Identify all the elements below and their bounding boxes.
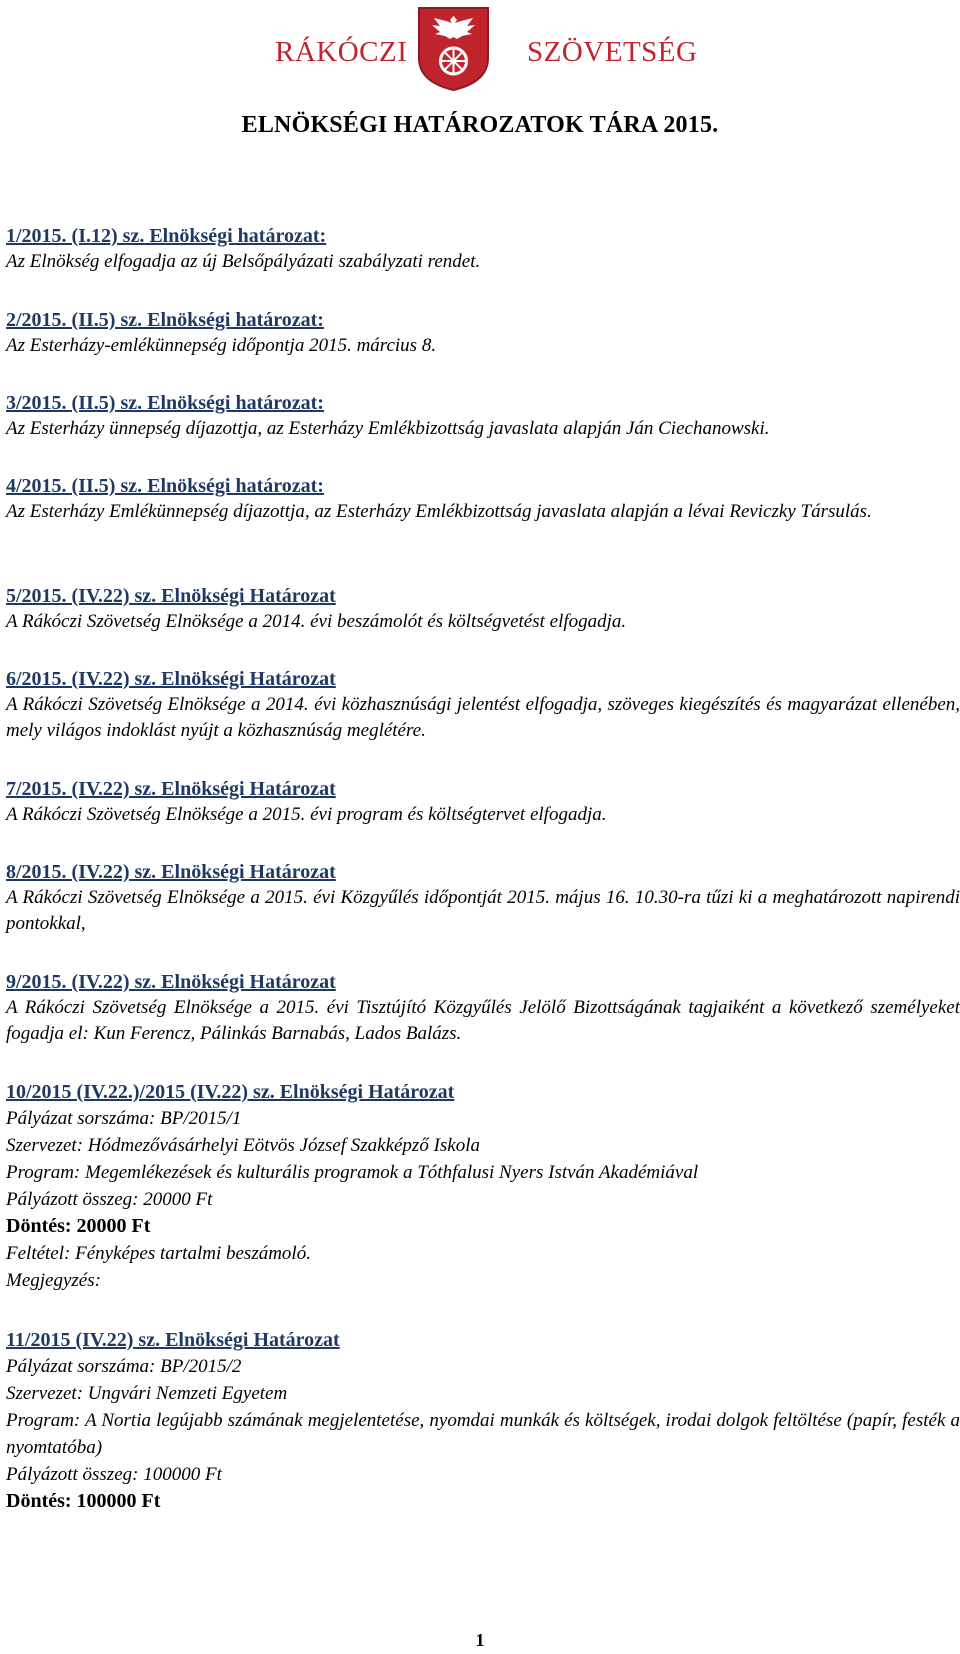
resolution-heading: 7/2015. (IV.22) sz. Elnökségi Határozat bbox=[6, 778, 336, 800]
resolution-heading: 5/2015. (IV.22) sz. Elnökségi Határozat bbox=[6, 585, 336, 607]
resolution-6 bbox=[6, 666, 960, 744]
resolution-text: Az Elnökség elfogadja az új Belsőpályázati szabályzati rendet. bbox=[6, 251, 481, 272]
resolution-text: Az Esterházy Emlékünnepség díjazottja, az Esterházy Emlékbizottság javaslata alapján a lévai Reviczky Társulás. bbox=[6, 501, 872, 522]
remark: Megjegyzés: bbox=[6, 1270, 101, 1291]
condition: Feltétel: Fényképes tartalmi beszámoló. bbox=[6, 1243, 311, 1264]
resolution-heading: 10/2015 (IV.22.)/2015 (IV.22) sz. Elnökségi Határozat bbox=[6, 1081, 455, 1103]
resolution-text: A Rákóczi Szövetség Elnöksége a 2014. évi beszámolót és költségvetést elfogadja. bbox=[6, 611, 627, 632]
logo bbox=[0, 6, 960, 92]
document-title: ELNÖKSÉGI HATÁROZATOK TÁRA 2015. bbox=[241, 112, 719, 138]
resolution-9 bbox=[6, 969, 960, 1047]
logo-text-left: RÁKÓCZI bbox=[275, 36, 408, 68]
application-number: Pályázat sorszáma: BP/2015/2 bbox=[6, 1356, 242, 1377]
resolution-heading: 3/2015. (II.5) sz. Elnökségi határozat: bbox=[6, 392, 324, 414]
decision: Döntés: 100000 Ft bbox=[6, 1490, 161, 1512]
resolution-heading: 1/2015. (I.12) sz. Elnökségi határozat: bbox=[6, 225, 327, 247]
resolution-heading: 11/2015 (IV.22) sz. Elnökségi Határozat bbox=[6, 1329, 340, 1351]
resolution-text: Az Esterházy-emlékünnepség időpontja 2015. március 8. bbox=[6, 335, 437, 356]
program: Program: A Nortia legújabb számának megjelentetése, nyomdai munkák és költségek, irodai dolgok feltöltése (papír, festék a nyomtatóba) bbox=[6, 1410, 960, 1458]
resolution-heading: 2/2015. (II.5) sz. Elnökségi határozat: bbox=[6, 309, 324, 331]
logo-text-right: SZÖVETSÉG bbox=[527, 36, 698, 68]
resolution-5 bbox=[6, 583, 960, 635]
resolution-3 bbox=[6, 390, 960, 442]
resolution-text: A Rákóczi Szövetség Elnöksége a 2015. évi Tisztújító Közgyűlés Jelölő Bizottságának tagjaiként a következő személyeket fogadja el: Kun Ferencz, Pálinkás Barnabás, Lados Balázs. bbox=[6, 997, 960, 1044]
resolution-7 bbox=[6, 776, 960, 828]
resolution-1 bbox=[6, 223, 960, 275]
resolution-8 bbox=[6, 859, 960, 937]
grant-resolution-10 bbox=[6, 1079, 960, 1294]
resolution-heading: 9/2015. (IV.22) sz. Elnökségi Határozat bbox=[6, 971, 336, 993]
page-number: 1 bbox=[475, 1630, 485, 1650]
resolution-heading: 6/2015. (IV.22) sz. Elnökségi Határozat bbox=[6, 668, 336, 690]
resolution-text: A Rákóczi Szövetség Elnöksége a 2014. évi közhasznúsági jelentést elfogadja, szöveges kiegészítés és magyarázat ellenében, mely világos indoklást nyújt a közhasznúság meglétére. bbox=[6, 694, 960, 741]
requested-amount: Pályázott összeg: 20000 Ft bbox=[6, 1189, 213, 1210]
application-number: Pályázat sorszáma: BP/2015/1 bbox=[6, 1108, 242, 1129]
grant-resolution-11 bbox=[6, 1327, 960, 1515]
resolution-text: Az Esterházy ünnepség díjazottja, az Esterházy Emlékbizottság javaslata alapján Ján Ciechanowski. bbox=[6, 418, 770, 439]
resolution-2 bbox=[6, 307, 960, 359]
program: Program: Megemlékezések és kulturális programok a Tóthfalusi Nyers István Akadémiával bbox=[6, 1162, 699, 1183]
resolution-text: A Rákóczi Szövetség Elnöksége a 2015. évi program és költségtervet elfogadja. bbox=[6, 804, 607, 825]
organization: Szervezet: Ungvári Nemzeti Egyetem bbox=[6, 1383, 288, 1404]
resolution-heading: 4/2015. (II.5) sz. Elnökségi határozat: bbox=[6, 475, 324, 497]
decision: Döntés: 20000 Ft bbox=[6, 1215, 151, 1237]
organization: Szervezet: Hódmezővásárhelyi Eötvös József Szakképző Iskola bbox=[6, 1135, 481, 1156]
crest-icon bbox=[417, 6, 490, 92]
resolution-text: A Rákóczi Szövetség Elnöksége a 2015. évi Közgyűlés időpontját 2015. május 16. 10.30-ra tűzi ki a meghatározott napirendi pontokkal, bbox=[6, 887, 960, 934]
resolution-heading: 8/2015. (IV.22) sz. Elnökségi Határozat bbox=[6, 861, 336, 883]
requested-amount: Pályázott összeg: 100000 Ft bbox=[6, 1464, 222, 1485]
resolution-4 bbox=[6, 473, 960, 525]
